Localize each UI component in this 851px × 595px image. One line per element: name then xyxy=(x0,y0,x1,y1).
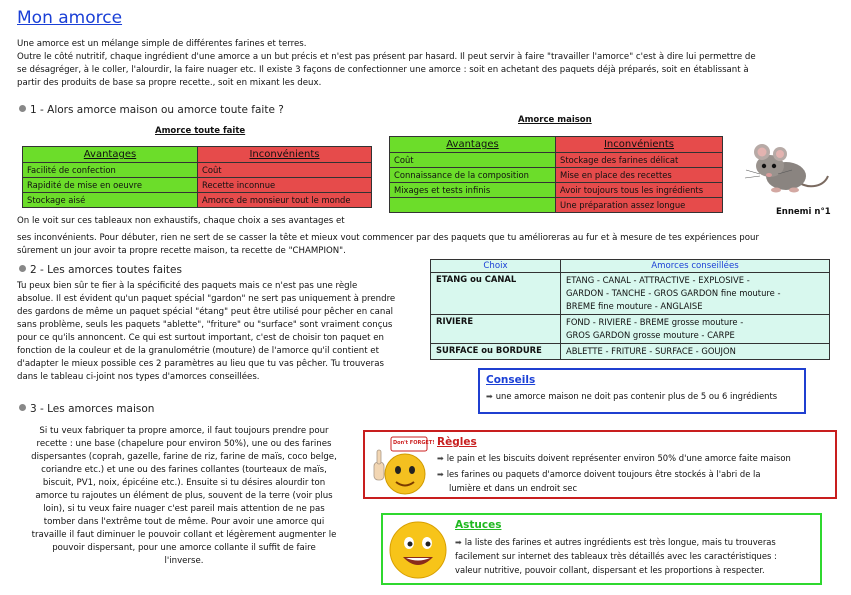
conseils-box xyxy=(478,368,806,414)
list-item: ➡ une amorce maison ne doit pas contenir plus de 5 ou 6 ingrédients xyxy=(486,391,778,401)
table-row: Coût Stockage des farines délicat xyxy=(390,153,723,168)
section-1-heading: 1 - Alors amorce maison ou amorce toute faite ? xyxy=(19,104,284,116)
list-item: ➡ la liste des farines et autres ingrédients est très longue, mais tu trouveras xyxy=(455,537,776,547)
table-faite-caption: Amorce toute faite xyxy=(155,126,246,136)
table-maison-caption: Amorce maison xyxy=(518,115,592,125)
dont-forget-illustration xyxy=(371,436,435,496)
list-item: ➡ les farines ou paquets d'amorce doivent toujours être stockés à l'abri de la xyxy=(437,469,761,479)
inc-header: Inconvénients xyxy=(556,137,723,153)
arrow-icon: ➡ xyxy=(455,538,462,547)
table-row: Une préparation assez longue xyxy=(390,198,723,213)
para4: Si tu veux fabriquer ta propre amorce, il faut toujours prendre pour recette : une base (chapelure pour environ 50%), une ou des farines dispersantes (coprah, gazelle, farine de riz, farine de maïs, coco belge, coriandre etc.) et une ou des farines collantes (tourteaux de maïs, biscuit, PV1, noix, épicéine etc.). Ensuite si tu désires alourdir ton amorce tu rajoutes un élément de plus, souvent de la terre (voir plus loin), si tu veux faire nuager c'est pareil mais attention de ne pas tomber dans l'extrême tout de même. Pour avoir une amorce qui travaille il faut diminuer le pouvoir collant et légèrement augmenter le pouvoir dispersant, pour une amorce collante il suffit de faire l'inverse. xyxy=(31,426,337,566)
table-row: RIVIERE FOND - RIVIERE - BREME grosse mouture - GROS GARDON grosse mouture - CARPE xyxy=(431,315,830,344)
list-item-continuation: facilement sur internet des tableaux très détaillés avec les caractéristiques : xyxy=(455,551,777,561)
table-row: SURFACE ou BORDURE ABLETTE - FRITURE - SURFACE - GOUJON xyxy=(431,344,830,360)
table-row: Mixages et tests infinis Avoir toujours tous les ingrédients xyxy=(390,183,723,198)
bullet-icon xyxy=(19,265,26,272)
smiley-icon xyxy=(387,519,449,581)
table-row: Rapidité de mise en oeuvre Recette inconnue xyxy=(23,178,372,193)
list-item: ➡ le pain et les biscuits doivent représenter environ 50% d'une amorce faite maison xyxy=(437,453,791,463)
dont-forget-text: Don't FORGET! xyxy=(393,440,435,446)
page-title: Mon amorce xyxy=(17,8,123,28)
arrow-icon: ➡ xyxy=(437,470,444,479)
regles-box xyxy=(363,430,837,499)
regles-title: Règles xyxy=(437,436,477,448)
rat-illustration xyxy=(740,132,832,200)
amorces-conseillees-table xyxy=(430,259,830,360)
arrow-icon: ➡ xyxy=(486,392,493,401)
section-3-heading: 3 - Les amorces maison xyxy=(19,403,154,415)
smiley-illustration xyxy=(387,519,449,581)
rat-icon xyxy=(740,132,832,200)
astuces-box xyxy=(381,513,822,585)
adv-header: Avantages xyxy=(23,147,198,163)
para2-line1: On le voit sur ces tableaux non exhaustifs, chaque choix a ses avantages et xyxy=(17,216,345,226)
table-row: Facilité de confection Coût xyxy=(23,163,372,178)
list-item-continuation: valeur nutritive, pouvoir collant, dispersant et les proportions à respecter. xyxy=(455,565,765,575)
inc-header: Inconvénients xyxy=(198,147,372,163)
bullet-icon xyxy=(19,105,26,112)
table-row: Connaissance de la composition Mise en place des recettes xyxy=(390,168,723,183)
bullet-icon xyxy=(19,404,26,411)
intro-paragraph: Une amorce est un mélange simple de différentes farines et terres. Outre le côté nutritif, chaque ingrédient d'une amorce a un but précis et n'est pas présent par hasard. Il peut servir à faire "travailler l'amorce" c'est à dire lui permettre de se désagréger, à le coller, l'alourdir, la faire nuager etc. Il existe 3 façons de confectionner une amorce : soit en achetant des paquets déjà préparés, soit en établissant à partir des produits de base sa propre recette., soit en mixant les deux. xyxy=(17,39,756,88)
para2-line2: ses inconvénients. Pour débuter, rien ne sert de se casser la tête et mieux vout commencer par des paquets que tu amélioreras au fur et à mesure de tes expériences pour xyxy=(17,233,759,243)
table-row: Stockage aisé Amorce de monsieur tout le monde xyxy=(23,193,372,208)
table-amorce-maison xyxy=(389,136,723,213)
arrow-icon: ➡ xyxy=(437,454,444,463)
para2-line3: sûrement un jour avoir ta propre recette maison, ta recette de "CHAMPION". xyxy=(17,246,346,256)
astuces-title: Astuces xyxy=(455,519,502,531)
para3: Tu peux bien sûr te fier à la spécificité des paquets mais ce n'est pas une règle absolue. Il est évident qu'un paquet spécial "gardon" ne sert pas uniquement à prendre des gardons de même un paquet spécial "étang" peut être utilisé pour pêcher en canal sans problème, seuls les paquets "ablette", "friture" ou "surface" sont vraiment conçus pour ce qu'ils annoncent. Ce qui est surtout important, c'est de choisir ton paquet en fonction de la couleur et de la granulométrie (mouture) de l'amorce qu'il contient et d'adapter le mieux possible ces 2 paramètres au lieu que tu vas pêcher. Tu trouveras dans le tableau ci-joint nos types d'amorces conseillées. xyxy=(17,281,396,382)
table-row: ETANG ou CANAL ETANG - CANAL - ATTRACTIVE - EXPLOSIVE - GARDON - TANCHE - GROS GARDON fine mouture - BREME fine mouture - ANGLAISE xyxy=(431,273,830,315)
list-item-continuation: lumière et dans un endroit sec xyxy=(449,483,578,493)
choix-header: Choix xyxy=(431,260,561,273)
adv-header: Avantages xyxy=(390,137,556,153)
table-amorce-toute-faite xyxy=(22,146,372,208)
rat-caption: Ennemi n°1 xyxy=(776,207,831,217)
amorces-header: Amorces conseillées xyxy=(561,260,830,273)
conseils-title: Conseils xyxy=(486,374,536,386)
section-2-heading: 2 - Les amorces toutes faites xyxy=(19,264,182,276)
